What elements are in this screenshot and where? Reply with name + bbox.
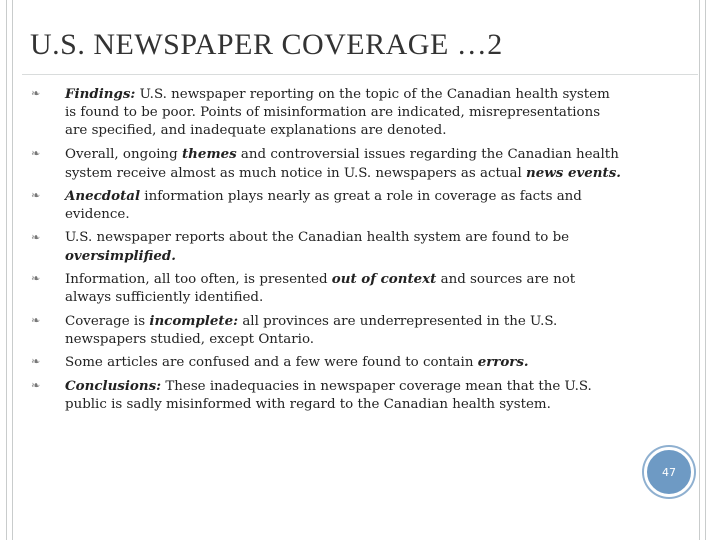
- left-border-rule: [6, 0, 7, 540]
- list-item: ❧ Overall, ongoing themes and controversial issues regarding the Canadian health system receive almost as much notice in U.S. newspapers as actual news events.: [31, 145, 621, 181]
- leaf-bullet-icon: ❧: [31, 230, 41, 244]
- left-border-rule: [12, 0, 13, 540]
- list-item: ❧ Coverage is incomplete: all provinces are underrepresented in the U.S. newspapers studied, except Ontario.: [31, 312, 558, 347]
- list-item: ❧ Some articles are confused and a few were found to contain errors.: [31, 354, 529, 370]
- right-border-rule: [699, 0, 700, 540]
- page-number-badge: 47: [644, 447, 694, 497]
- list-item: ❧ U.S. newspaper reports about the Canadian health system are found to be oversimplified.: [31, 229, 570, 264]
- leaf-bullet-icon: ❧: [31, 146, 41, 160]
- title-divider: [22, 74, 698, 75]
- leaf-bullet-icon: ❧: [31, 378, 41, 392]
- list-item: ❧ Findings: U.S. newspaper reporting on the topic of the Canadian health system is found to be poor. Points of misinformation are indicated, misrepresentations are specified, and inadequate explanations are denoted.: [31, 86, 610, 138]
- bullet-list: [30, 85, 625, 418]
- slide-title: U.S. NEWSPAPER COVERAGE …2: [30, 28, 503, 61]
- leaf-bullet-icon: ❧: [31, 189, 41, 202]
- leaf-bullet-icon: ❧: [31, 355, 41, 368]
- leaf-bullet-icon: ❧: [31, 313, 41, 327]
- leaf-bullet-icon: ❧: [31, 272, 41, 285]
- right-border-rule: [705, 0, 706, 540]
- list-item: ❧ Information, all too often, is presented out of context and sources are not always sufficiently identified.: [31, 271, 576, 305]
- list-item: ❧ Anecdotal information plays nearly as great a role in coverage as facts and evidence.: [31, 188, 582, 222]
- list-item: ❧ Conclusions: These inadequacies in newspaper coverage mean that the U.S. public is sadly misinformed with regard to the Canadian health system.: [31, 377, 592, 412]
- leaf-bullet-icon: ❧: [31, 87, 41, 100]
